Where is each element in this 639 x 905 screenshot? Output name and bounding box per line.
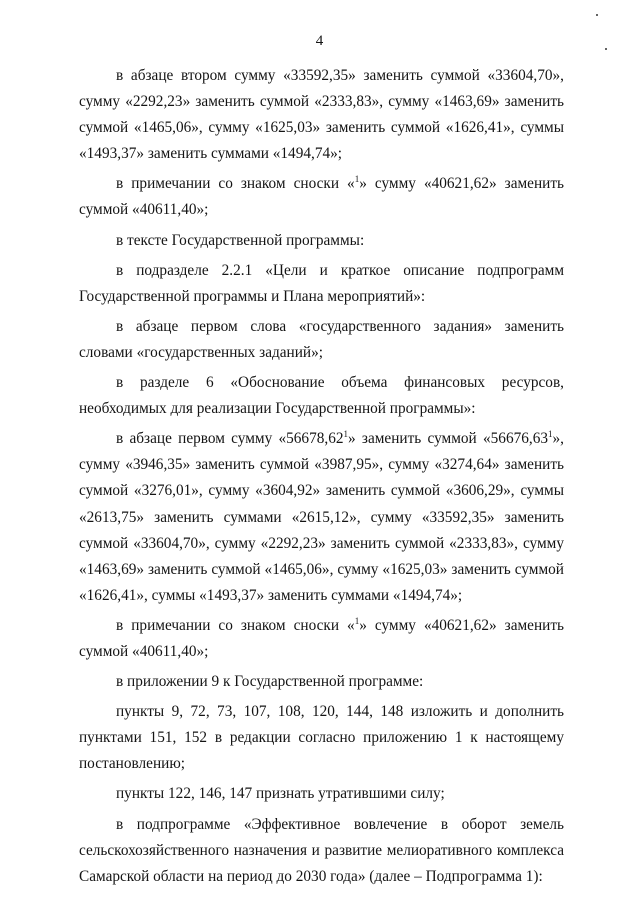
paragraph xyxy=(79,613,564,665)
footnote-mark: 1 xyxy=(354,174,360,185)
paragraph-text: » заменить суммой «56676,63 xyxy=(348,430,549,448)
paragraph-text: в абзаце первом слова «государственного задания» заменить словами «государственных заданий»; xyxy=(79,317,564,361)
paragraph xyxy=(79,171,564,223)
paragraph xyxy=(79,426,564,609)
paragraph xyxy=(79,370,564,422)
paragraph-text: в подпрограмме «Эффективное вовлечение в оборот земель сельскохозяйственного назначения и развитие мелиоративного комплекса Самарской области на период до 2030 года» (далее – Подпрограмма 1): xyxy=(79,815,564,885)
paragraph-text: пункты 122, 146, 147 признать утратившими силу; xyxy=(116,785,445,803)
paragraph-text: » сумму «40621,62» заменить суммой «40611,40»; xyxy=(79,175,564,219)
footnote-mark: 1 xyxy=(548,429,553,440)
paragraph xyxy=(79,669,564,695)
paragraph-text: в подразделе 2.2.1 «Цели и краткое описание подпрограмм Государственной программы и Плана мероприятий»: xyxy=(79,261,564,305)
paragraph xyxy=(79,699,564,777)
paragraph-text: в примечании со знаком сноски « xyxy=(116,175,355,193)
scan-speck xyxy=(605,48,607,50)
paragraph-text: », сумму «3946,35» заменить суммой «3987,95», сумму «3274,64» заменить суммой «3276,01», сумму «3604,92» заменить суммой «3606,29», суммы «2613,75» заменить суммами «2615,12», сумму «33592,35» заменить суммой «33604,70», сумму «2292,23» заменить суммой «2333,83», сумму «1463,69» заменить суммой «1465,06», сумму «1625,03» заменить суммой «1626,41», суммы «1493,37» заменить суммами «1494,74»; xyxy=(79,430,565,604)
paragraph xyxy=(79,812,564,890)
paragraph xyxy=(79,314,564,366)
paragraph-text: в абзаце первом сумму «56678,62 xyxy=(116,430,344,448)
footnote-mark: 1 xyxy=(343,429,348,440)
paragraph-text: в абзаце втором сумму «33592,35» заменить суммой «33604,70», сумму «2292,23» заменить суммой «2333,83», сумму «1463,69» заменить суммой «1465,06», сумму «1625,03» заменить суммой «1626,41», суммы «1493,37» заменить суммами «1494,74»; xyxy=(79,67,564,163)
paragraph xyxy=(79,781,564,807)
paragraph xyxy=(79,258,564,310)
paragraph-text: в приложении 9 к Государственной программе: xyxy=(116,673,424,691)
paragraph xyxy=(79,228,564,254)
scan-speck xyxy=(596,14,598,16)
paragraph-text: пункты 9, 72, 73, 107, 108, 120, 144, 148 изложить и дополнить пунктами 151, 152 в редакции согласно приложению 1 к настоящему постановлению; xyxy=(79,703,564,773)
footnote-mark: 1 xyxy=(354,615,360,626)
page-number: 4 xyxy=(315,33,324,49)
paragraph-text: в тексте Государственной программы: xyxy=(116,231,365,249)
paragraph-text: » сумму «40621,62» заменить суммой «40611,40»; xyxy=(79,616,564,660)
paragraph-text: в примечании со знаком сноски « xyxy=(116,616,355,634)
paragraph-text: в разделе 6 «Обоснование объема финансовых ресурсов, необходимых для реализации Государственной программы»: xyxy=(79,374,564,418)
document-body xyxy=(79,63,564,894)
paragraph xyxy=(79,63,564,167)
